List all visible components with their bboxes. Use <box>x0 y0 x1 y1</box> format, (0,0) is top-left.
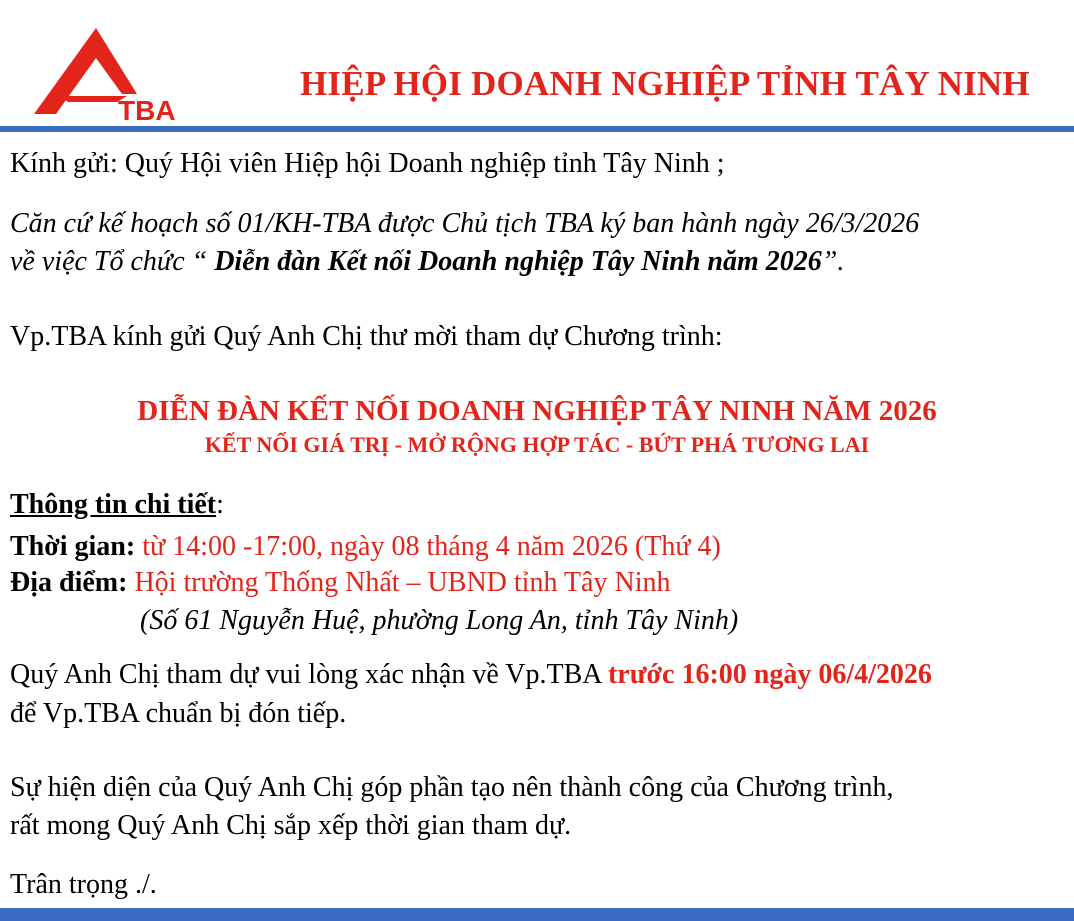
closing-line-1: Sự hiện diện của Quý Anh Chị góp phần tạo nên thành công của Chương trình, <box>10 772 894 803</box>
place-line <box>10 569 670 597</box>
logo-text: TBA <box>118 95 176 126</box>
basis-text: về việc Tổ chức “ <box>10 246 215 277</box>
salutation: Kính gửi: Quý Hội viên Hiệp hội Doanh nghiệp tỉnh Tây Ninh ; <box>10 148 725 179</box>
tba-triangle-logo-icon <box>30 22 200 127</box>
details-colon: : <box>216 489 224 520</box>
event-slogan: KẾT NỐI GIÁ TRỊ - MỞ RỘNG HỢP TÁC - BỨT PHÁ TƯƠNG LAI <box>204 432 870 457</box>
signoff: Trân trọng ./. <box>10 869 157 900</box>
invitation-text: Vp.TBA kính gửi Quý Anh Chị thư mời tham dự Chương trình: <box>10 321 723 352</box>
place-address: (Số 61 Nguyễn Huệ, phường Long An, tỉnh Tây Ninh) <box>140 605 739 636</box>
details-heading-line <box>10 491 224 519</box>
place-label: Địa điểm: <box>10 567 128 598</box>
time-label: Thời gian: <box>10 531 136 562</box>
details-heading: Thông tin chi tiết <box>10 489 217 520</box>
place-value: Hội trường Thống Nhất – UBND tỉnh Tây Ninh <box>127 567 671 598</box>
basis-line-2 <box>10 248 844 276</box>
confirm-line-1 <box>10 661 932 689</box>
basis-line-1: Căn cứ kế hoạch số 01/KH-TBA được Chủ tịch TBA ký ban hành ngày 26/3/2026 <box>10 208 920 239</box>
confirm-line-2: để Vp.TBA chuẩn bị đón tiếp. <box>10 698 347 729</box>
confirm-text: Quý Anh Chị tham dự vui lòng xác nhận về Vp.TBA <box>10 659 608 690</box>
header-divider <box>0 126 1074 132</box>
basis-close: ”. <box>821 246 845 277</box>
closing-line-2: rất mong Quý Anh Chị sắp xếp thời gian tham dự. <box>10 810 572 841</box>
event-name-inline: Diễn đàn Kết nối Doanh nghiệp Tây Ninh năm 2026 <box>214 246 822 277</box>
time-value: từ 14:00 -17:00, ngày 08 tháng 4 năm 2026 (Thứ 4) <box>135 531 721 562</box>
tba-logo <box>30 22 200 127</box>
footer-divider <box>0 908 1074 921</box>
event-title: DIỄN ĐÀN KẾT NỐI DOANH NGHIỆP TÂY NINH NĂM 2026 <box>137 395 937 427</box>
organization-name: HIỆP HỘI DOANH NGHIỆP TỈNH TÂY NINH <box>300 64 1030 103</box>
confirm-deadline: trước 16:00 ngày 06/4/2026 <box>607 659 932 690</box>
time-line <box>10 533 721 561</box>
